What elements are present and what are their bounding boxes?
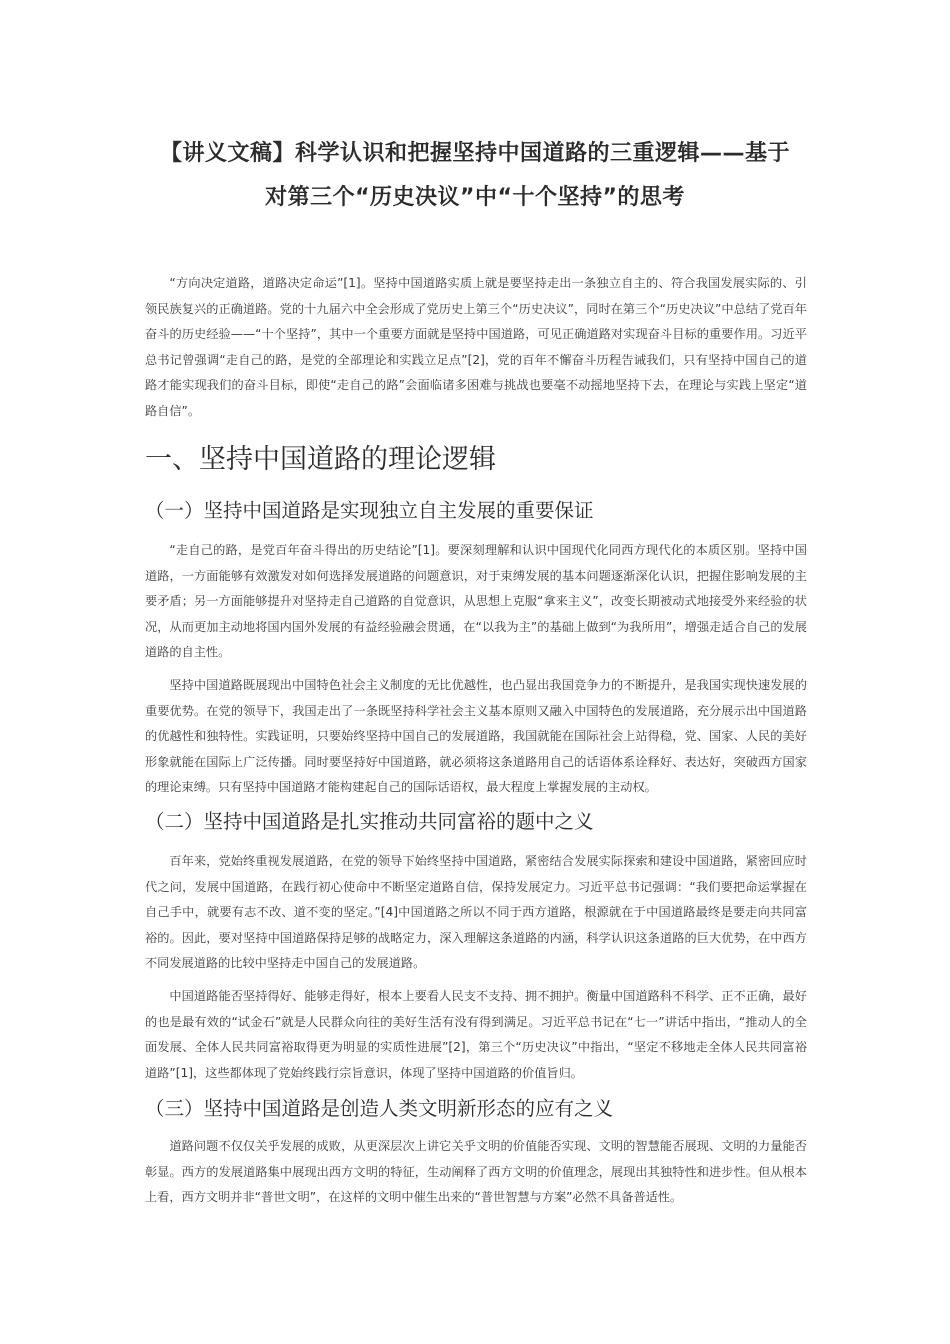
intro-paragraph: “方向决定道路，道路决定命运”[1]。坚持中国道路实质上就是要坚持走出一条独立自主的、符合我国发展实际的、引领民族复兴的正确道路。党的十九届六中全会形成了党历史上第三个“历史决议”，同时在第三个“历史决议”中总结了党百年奋斗的历史经验——“十个坚持”，其中一个重要方面就是坚持中国道路，可见正确道路对实现奋斗目标的重要作用。习近平总书记曾强调“走自己的路，是党的全部理论和实践立足点”[2]，党的百年不懈奋斗历程告诫我们，只有坚持中国自己的道路才能实现我们的奋斗目标，即使“走自己的路”会面临诸多困难与挑战也要毫不动摇地坚持下去，在理论与实践上坚定“道路自信”。 [145,276,807,418]
title-line-2: 对第三个“历史决议”中“十个坚持”的思考 [265,185,685,210]
subsection-2-heading: （二）坚持中国道路是扎实推动共同富裕的题中之义 [145,810,594,833]
subsection-2-paragraph-1: 百年来，党始终重视发展道路，在党的领导下始终坚持中国道路，紧密结合发展实际探索和建设中国道路，紧密回应时代之问，发展中国道路，在践行初心使命中不断坚定道路自信，保持发展定力。习近平总书记强调：“我们要把命运掌握在自己手中，就要有志不改、道不变的坚定。”[4]中国道路之所以不同于西方道路，根源就在于中国道路最终是要走向共同富裕的。因此，要对坚持中国道路保持足够的战略定力，深入理解这条道路的内涵，科学认识这条道路的巨大优势，在中西方不同发展道路的比较中坚持走中国自己的发展道路。 [145,854,807,970]
subsection-3-heading: （三）坚持中国道路是创造人类文明新形态的应有之义 [145,1097,614,1120]
subsection-1-paragraph-2: 坚持中国道路既展现出中国特色社会主义制度的无比优越性，也凸显出我国竞争力的不断提升，是我国实现快速发展的重要优势。在党的领导下，我国走出了一条既坚持科学社会主义基本原则又融入中国特色的发展道路，充分展示出中国道路的优越性和独特性。实践证明，只要始终坚持中国自己的发展道路，我国就能在国际社会上站得稳，党、国家、人民的美好形象就能在国际上广泛传播。同时要坚持好中国道路，就必须将这条道路用自己的话语体系诠释好、表达好，突破西方国家的理论束缚。只有坚持中国道路才能构建起自己的国际话语权，最大程度上掌握发展的主动权。 [145,678,807,794]
subsection-1-paragraph-1: “走自己的路，是党百年奋斗得出的历史结论”[1]。要深刻理解和认识中国现代化同西方现代化的本质区别。坚持中国道路，一方面能够有效激发对如何选择发展道路的问题意识，对于束缚发展的基本问题逐渐深化认识，把握住影响发展的主要矛盾；另一方面能够提升对坚持走自己道路的自觉意识，从思想上克服“拿来主义”，改变长期被动式地接受外来经验的状况，从而更加主动地将国内国外发展的有益经验融会贯通，在“以我为主”的基础上做到“为我所用”，增强走适合自己的发展道路的自主性。 [145,543,807,659]
section-1-heading: 一、坚持中国道路的理论逻辑 [145,444,496,475]
document-title [120,132,830,220]
subsection-1-heading: （一）坚持中国道路是实现独立自主发展的重要保证 [145,499,594,522]
subsection-2-paragraph-2: 中国道路能否坚持得好、能够走得好，根本上要看人民支不支持、拥不拥护。衡量中国道路科不科学、正不正确，最好的也是最有效的“试金石”就是人民群众向往的美好生活有没有得到满足。习近平总书记在“七一”讲话中指出，“推动人的全面发展、全体人民共同富裕取得更为明显的实质性进展”[2]，第三个“历史决议”中指出，“坚定不移地走全体人民共同富裕道路”[1]，这些都体现了党始终践行宗旨意识，体现了坚持中国道路的价值旨归。 [145,989,807,1080]
title-line-1: 【讲义文稿】科学认识和把握坚持中国道路的三重逻辑——基于 [159,141,790,166]
subsection-3-paragraph-1: 道路问题不仅仅关乎发展的成败，从更深层次上讲它关乎文明的价值能否实现、文明的智慧能否展现、文明的力量能否彰显。西方的发展道路集中展现出西方文明的特征，生动阐释了西方文明的价值理念，展现出其独特性和进步性。但从根本上看，西方文明并非“普世文明”，在这样的文明中催生出来的“普世智慧与方案”必然不具备普适性。 [145,1139,807,1204]
